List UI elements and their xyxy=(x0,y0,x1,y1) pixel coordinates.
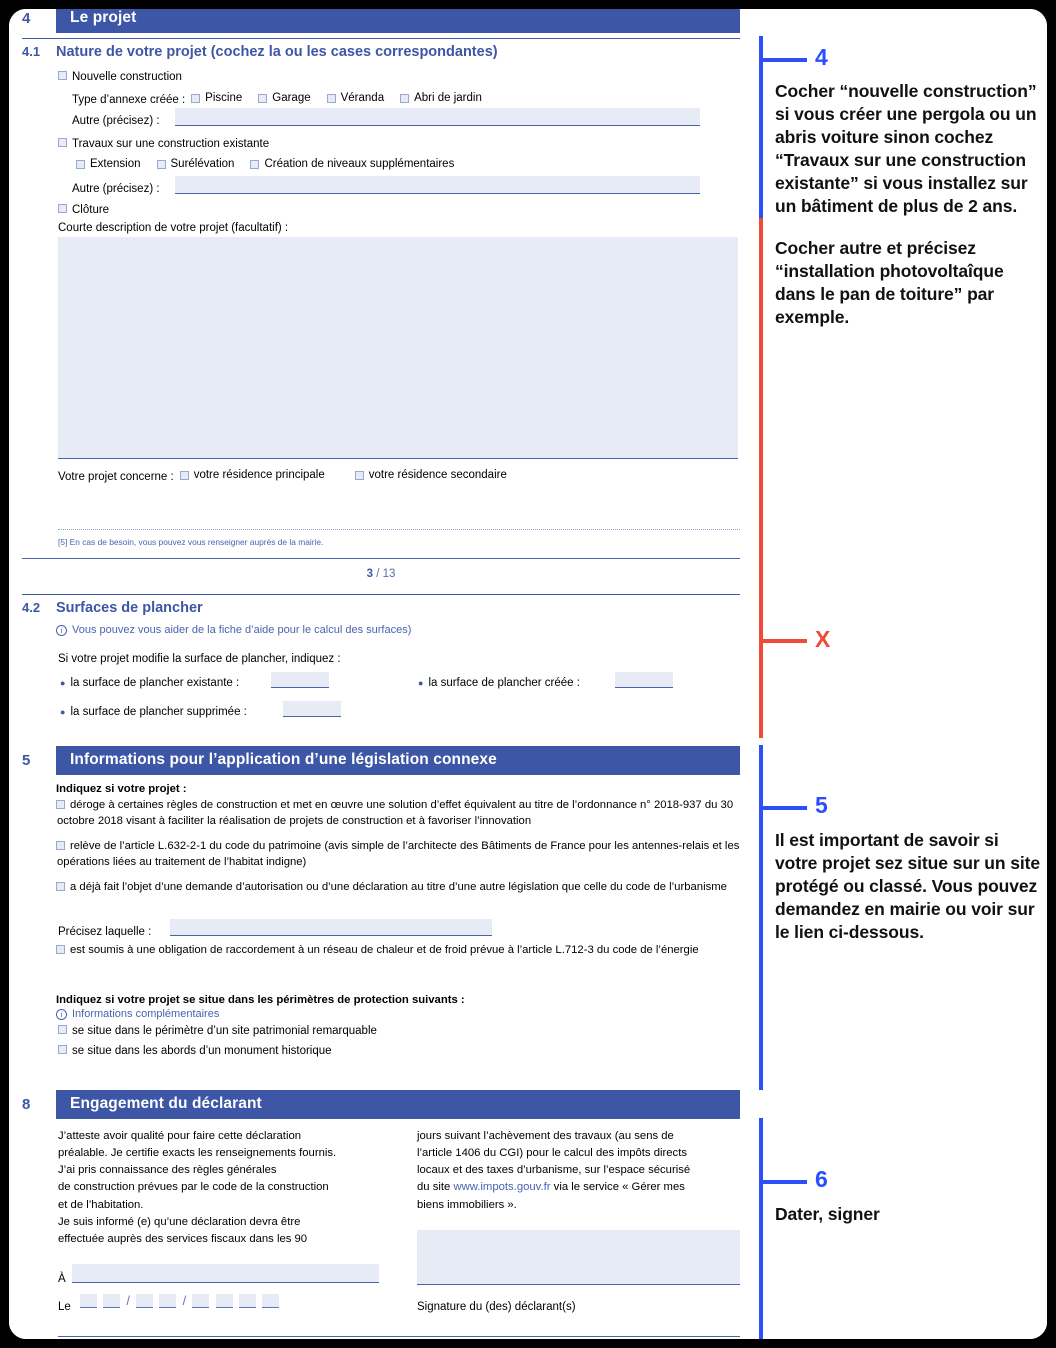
page-divider xyxy=(22,558,740,559)
page-current: 3 xyxy=(366,568,373,580)
surface-supprimee-label: la surface de plancher supprimée : xyxy=(70,706,247,718)
checkbox-monument-historique[interactable] xyxy=(58,1044,332,1059)
note-number-x: X xyxy=(815,626,831,652)
checkbox-veranda[interactable] xyxy=(327,91,384,106)
engagement-right-column xyxy=(417,1128,747,1214)
checkbox-label: Clôture xyxy=(72,204,110,216)
rail-segment-note-x xyxy=(759,218,763,738)
info-icon: i xyxy=(56,1009,67,1020)
bullet-icon: ● xyxy=(60,678,66,688)
date-input-group[interactable] xyxy=(80,1292,282,1310)
date-month-1[interactable] xyxy=(136,1294,153,1308)
checkbox-label: est soumis à une obligation de raccordement à un réseau de chaleur et de froid prévue à l’article L.712-3 du code de l’énergie xyxy=(70,944,699,956)
ville-input[interactable] xyxy=(72,1264,379,1283)
engagement-right-line-2: l’article 1406 du CGI) pour le calcul des impôts directs xyxy=(417,1147,687,1160)
checkbox-box[interactable] xyxy=(56,882,65,891)
engagement-right-line-3: locaux et des taxes d’urbanisme, sur l’espace sécurisé xyxy=(417,1164,691,1177)
checkbox-label: Véranda xyxy=(340,92,385,104)
engagement-text-a: du site xyxy=(417,1181,454,1194)
checkbox-label: relève de l’article L.632-2-1 du code du patrimoine (avis simple de l’architecte des Bâtiments de France pour les antennes-relais et les opérations liées au traitement de l’habitat indigne) xyxy=(57,840,740,869)
engagement-line-6: Je suis informé (e) qu’une déclaration devra être xyxy=(58,1215,301,1228)
footnote-5: [5] En cas de besoin, vous pouvez vous renseigner auprès de la mairie. xyxy=(58,537,324,547)
description-label: Courte description de votre projet (facultatif) : xyxy=(58,222,289,234)
checkbox-patrimoine[interactable] xyxy=(56,838,746,871)
checkbox-label: Extension xyxy=(90,158,141,170)
residence-row xyxy=(58,468,523,485)
checkbox-box[interactable] xyxy=(58,204,67,213)
checkbox-label: a déjà fait l’objet d’une demande d’autorisation ou d’une déclaration au titre d’une autre législation que celle du code de l’urbanisme xyxy=(70,881,727,893)
checkbox-box[interactable] xyxy=(56,800,65,809)
precisez-laquelle-label: Précisez laquelle : xyxy=(58,926,152,938)
annexe-type-row xyxy=(72,91,498,108)
section-5-title: Informations pour l’application d’une législation connexe xyxy=(56,746,740,775)
checkbox-box[interactable] xyxy=(250,160,259,169)
autre-input-1[interactable] xyxy=(175,108,700,126)
date-year-1[interactable] xyxy=(192,1294,209,1308)
note-6-paragraph-1: Dater, signer xyxy=(775,1204,880,1224)
surface-creee-row xyxy=(418,676,580,691)
date-day-1[interactable] xyxy=(80,1294,97,1308)
section-5-lead: Indiquez si votre projet : xyxy=(56,783,187,795)
note-4-paragraph-1: Cocher “nouvelle construction” si vous créer une pergola ou un abris voiture sinon cochez “Travaux sur une construction existante” si vous installez sur un bâtiment de plus de 2 ans. xyxy=(775,81,1037,217)
checkbox-box[interactable] xyxy=(327,94,336,103)
annexe-type-label: Type d’annexe créée : xyxy=(72,94,186,107)
info-complementaires-row[interactable] xyxy=(56,1007,219,1022)
description-textarea[interactable] xyxy=(58,237,738,459)
section-4-2-number: 4.2 xyxy=(22,600,41,615)
checkbox-box[interactable] xyxy=(58,1025,67,1034)
date-separator-2: / xyxy=(182,1293,187,1308)
rail-tick-note-5 xyxy=(759,806,807,810)
surface-creee-label: la surface de plancher créée : xyxy=(428,677,580,689)
bullet-icon: ● xyxy=(418,678,424,688)
section-4-header xyxy=(22,4,740,33)
checkbox-label: Nouvelle construction xyxy=(72,71,182,83)
date-year-3[interactable] xyxy=(239,1294,256,1308)
note-number-6: 6 xyxy=(815,1166,828,1192)
bullet-icon: ● xyxy=(60,707,66,717)
rail-segment-note-4 xyxy=(759,36,763,218)
checkbox-creation-niveaux[interactable] xyxy=(250,157,454,172)
checkbox-label: votre résidence secondaire xyxy=(368,469,507,481)
residence-label: Votre projet concerne : xyxy=(58,471,174,484)
checkbox-box[interactable] xyxy=(58,71,67,80)
checkbox-box[interactable] xyxy=(76,160,85,169)
checkbox-piscine[interactable] xyxy=(191,91,242,106)
checkbox-label: Travaux sur une construction existante xyxy=(72,138,270,150)
checkbox-label: Surélévation xyxy=(170,158,235,170)
note-text-6 xyxy=(775,1203,1044,1244)
engagement-text-b: via le service « Gérer mes xyxy=(550,1181,685,1194)
checkbox-label: Abri de jardin xyxy=(414,92,482,104)
autre-row-1 xyxy=(72,114,160,129)
section-4-title: Le projet xyxy=(56,4,740,33)
checkbox-travaux-existante[interactable] xyxy=(58,137,269,152)
precisez-laquelle-input[interactable] xyxy=(170,919,492,936)
checkbox-box[interactable] xyxy=(258,94,267,103)
checkbox-label: se situe dans le périmètre d’un site patrimonial remarquable xyxy=(72,1025,377,1037)
engagement-right-line-1: jours suivant l’achèvement des travaux (au sens de xyxy=(417,1130,674,1142)
checkbox-box[interactable] xyxy=(56,945,65,954)
autre-input-2[interactable] xyxy=(175,176,700,194)
checkbox-box[interactable] xyxy=(191,94,200,103)
note-number-4: 4 xyxy=(815,44,828,70)
engagement-line-2: préalable. Je certifie exacts les renseignements fournis. xyxy=(58,1147,337,1160)
checkbox-label: Piscine xyxy=(205,92,243,104)
checkbox-box[interactable] xyxy=(56,841,65,850)
checkbox-residence-principale[interactable] xyxy=(180,468,325,483)
surfaces-info-row xyxy=(56,623,411,638)
date-separator-1: / xyxy=(126,1293,131,1308)
section-4-2-title: Surfaces de plancher xyxy=(56,600,203,616)
checkbox-label: votre résidence principale xyxy=(193,469,325,481)
checkbox-surelevation[interactable] xyxy=(157,157,235,172)
rail-tick-note-4 xyxy=(759,58,807,62)
surface-existante-label: la surface de plancher existante : xyxy=(70,677,240,689)
info-icon: i xyxy=(56,625,67,636)
footnote-divider xyxy=(58,529,740,530)
note-5-paragraph-1: Il est important de savoir si votre projet sez situe sur un site protégé ou classé. Vous pouvez demandez en mairie ou voir sur le lien ci-dessous. xyxy=(775,830,1041,943)
impots-gouv-link[interactable]: www.impots.gouv.fr xyxy=(453,1181,551,1194)
page-number xyxy=(22,567,740,582)
date-month-2[interactable] xyxy=(159,1294,176,1308)
engagement-line-5: et de l’habitation. xyxy=(58,1198,144,1211)
surfaces-intro: Si votre projet modifie la surface de plancher, indiquez : xyxy=(58,653,341,665)
checkbox-abri-de-jardin[interactable] xyxy=(400,91,482,106)
checkbox-box[interactable] xyxy=(355,471,364,480)
section-5-lead-2: Indiquez si votre projet se situe dans les périmètres de protection suivants : xyxy=(56,994,465,1006)
note-text-4 xyxy=(775,80,1044,347)
checkbox-garage[interactable] xyxy=(258,91,310,106)
engagement-right-line-4 xyxy=(417,1179,747,1196)
surface-creee-input[interactable] xyxy=(615,672,673,688)
section-4-1-number: 4.1 xyxy=(22,44,41,59)
engagement-line-1: J’atteste avoir qualité pour faire cette déclaration xyxy=(58,1130,302,1142)
note-number-5: 5 xyxy=(815,792,828,818)
section-8-header xyxy=(22,1090,740,1119)
page-total: / 13 xyxy=(373,568,396,580)
surface-existante-row xyxy=(60,676,239,691)
surface-supprimee-input[interactable] xyxy=(283,701,341,717)
checkbox-box[interactable] xyxy=(180,471,189,480)
section-5-number: 5 xyxy=(22,751,31,769)
note-4-paragraph-2: Cocher autre et précisez “installation photovoltaîque dans le pan de toiture” par exemple. xyxy=(775,237,1004,327)
signature-input[interactable] xyxy=(417,1230,740,1285)
checkbox-nouvelle-construction[interactable] xyxy=(58,70,182,85)
rail-tick-note-6 xyxy=(759,1180,807,1184)
checkbox-box[interactable] xyxy=(400,94,409,103)
autre-label-1: Autre (précisez) : xyxy=(72,115,160,127)
date-day-2[interactable] xyxy=(103,1294,120,1308)
section-4-1-header xyxy=(22,38,740,62)
engagement-right-line-5: biens immobiliers ». xyxy=(417,1198,517,1211)
checkbox-label: déroge à certaines règles de construction et met en œuvre une solution d’effet équivalent au titre de l’ordonnance n° 2018-937 du 30 octobre 2018 visant à faciliter la réalisation de projets de construction et à favoriser l’innovation xyxy=(57,799,734,828)
checkbox-deroge[interactable] xyxy=(56,797,746,830)
section-8-title: Engagement du déclarant xyxy=(56,1090,740,1119)
signature-label: Signature du (des) déclarant(s) xyxy=(417,1301,576,1313)
checkbox-site-patrimonial[interactable] xyxy=(58,1024,377,1039)
annotation-panel xyxy=(750,0,1056,1348)
checkbox-label: se situe dans les abords d’un monument historique xyxy=(72,1045,332,1057)
date-year-4[interactable] xyxy=(262,1294,279,1308)
note-text-5 xyxy=(775,829,1044,962)
ville-label: À xyxy=(58,1273,66,1285)
section-4-number: 4 xyxy=(22,9,31,27)
autre-label-2: Autre (précisez) : xyxy=(72,183,160,195)
date-year-2[interactable] xyxy=(216,1294,233,1308)
checkbox-label: Création de niveaux supplémentaires xyxy=(264,158,455,170)
checkbox-raccordement[interactable] xyxy=(56,942,746,958)
info-complementaires-link[interactable]: Informations complémentaires xyxy=(72,1008,220,1020)
section-4-1-title: Nature de votre projet (cochez la ou les cases correspondantes) xyxy=(56,44,498,60)
checkbox-extension[interactable] xyxy=(76,157,141,172)
rail-segment-note-5 xyxy=(759,745,763,1090)
date-label: Le xyxy=(58,1301,71,1313)
section-4-2-header xyxy=(22,594,740,618)
checkbox-residence-secondaire[interactable] xyxy=(355,468,507,483)
surfaces-info-text: Vous pouvez vous aider de la fiche d’aide pour le calcul des surfaces) xyxy=(72,624,412,636)
engagement-line-3: J’ai pris connaissance des règles générales xyxy=(58,1164,277,1177)
surface-supprimee-row xyxy=(60,705,247,720)
rail-tick-note-x xyxy=(759,639,807,643)
rail-segment-note-6 xyxy=(759,1118,763,1340)
travaux-options-row xyxy=(76,157,470,172)
checkbox-label: Garage xyxy=(272,92,311,104)
surface-existante-input[interactable] xyxy=(271,672,329,688)
engagement-line-4: de construction prévues par le code de la construction xyxy=(58,1181,329,1194)
autre-row-2 xyxy=(72,182,160,197)
checkbox-box[interactable] xyxy=(157,160,166,169)
checkbox-box[interactable] xyxy=(58,138,67,147)
checkbox-cloture[interactable] xyxy=(58,203,109,218)
section-5-header xyxy=(22,746,740,775)
checkbox-autre-legislation[interactable] xyxy=(56,879,746,895)
engagement-line-7: effectuée auprès des services fiscaux dans les 90 xyxy=(58,1232,308,1245)
checkbox-box[interactable] xyxy=(58,1045,67,1054)
engagement-left-column xyxy=(58,1128,408,1248)
bottom-rule xyxy=(58,1336,740,1337)
section-8-number: 8 xyxy=(22,1095,31,1113)
